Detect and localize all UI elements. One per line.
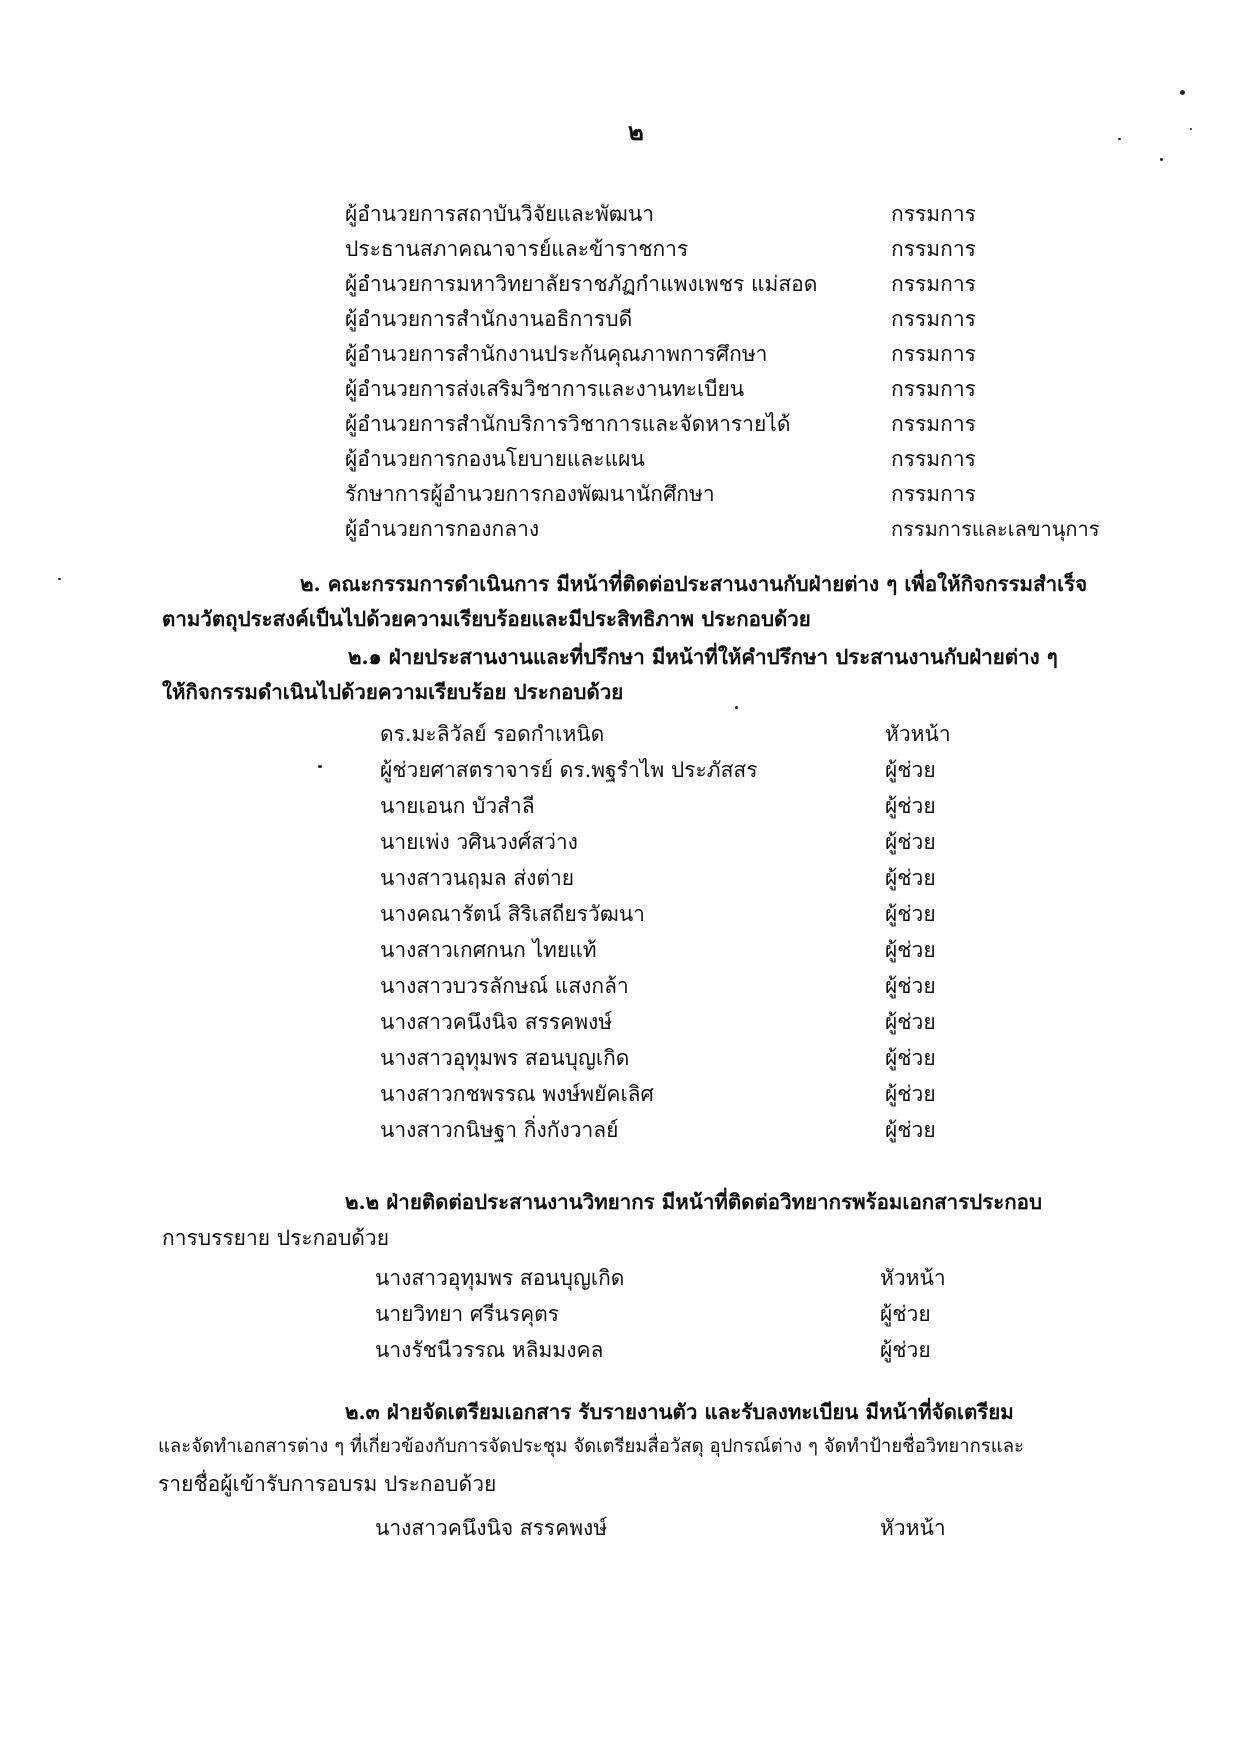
scan-speck [1180,90,1185,95]
committee-row [345,198,1085,228]
member-role: ผู้ช่วย [885,758,936,782]
committee-row [345,478,1085,508]
member-role: หัวหน้า [880,1516,946,1540]
scan-speck [1160,158,1163,161]
page-number: ๒ [628,117,644,146]
committee-row [345,233,1085,263]
member-row [380,1006,980,1036]
member-role: ผู้ช่วย [885,1010,936,1034]
member-row [380,1042,980,1072]
member-role: ผู้ช่วย [885,830,936,854]
member-name: นางสาวอุทุมพร สอนบุญเกิด [380,1046,630,1070]
member-name: ผู้ช่วยศาสตราจารย์ ดร.พฐรำไพ ประภัสสร [380,758,758,782]
member-role: หัวหน้า [880,1266,946,1290]
member-name: นางสาวคนึงนิจ สรรคพงษ์ [375,1516,608,1540]
committee-row [345,373,1085,403]
committee-name: ผู้อำนวยการสำนักงานประกันคุณภาพการศึกษา [345,342,768,366]
committee-role: กรรมการ [891,482,976,506]
committee-name: ผู้อำนวยการสถาบันวิจัยและพัฒนา [345,202,655,226]
member-role: ผู้ช่วย [880,1338,931,1362]
scan-speck [318,765,322,768]
member-row [380,934,980,964]
member-role: ผู้ช่วย [880,1302,931,1326]
member-name: นางคณารัตน์ สิริเสถียรวัฒนา [380,902,645,926]
member-name: นางสาวนฤมล ส่งต่าย [380,866,575,890]
committee-role: กรรมการ [891,377,976,401]
committee-name: รักษาการผู้อำนวยการกองพัฒนานักศึกษา [345,482,715,506]
committee-role: กรรมการ [891,342,976,366]
scan-speck [1190,128,1192,130]
member-role: ผู้ช่วย [885,1046,936,1070]
member-row [380,1114,980,1144]
member-row [380,826,980,856]
scan-speck [735,706,738,709]
member-row [380,862,980,892]
committee-row [345,338,1085,368]
member-role: ผู้ช่วย [885,794,936,818]
member-role: ผู้ช่วย [885,938,936,962]
member-row [380,790,980,820]
section-2-1-heading-line1: ๒.๑ ฝ่ายประสานงานและที่ปรึกษา มีหน้าที่ให้คำปรึกษา ประสานงานกับฝ่ายต่าง ๆ [348,645,1058,669]
member-name: นางสาวกนิษฐา กิ่งกังวาลย์ [380,1118,619,1142]
member-name: นางสาวกชพรรณ พงษ์พยัคเลิศ [380,1082,654,1106]
member-name: นางสาวบวรลักษณ์ แสงกล้า [380,974,629,998]
committee-role: กรรมการ [891,412,976,436]
committee-role: กรรมการ [891,447,976,471]
member-role: ผู้ช่วย [885,974,936,998]
member-name: นายเพ่ง วศินวงศ์สว่าง [380,830,578,854]
committee-role: กรรมการ [891,202,976,226]
committee-name: ผู้อำนวยการสำนักงานอธิการบดี [345,307,633,331]
member-role: ผู้ช่วย [885,1118,936,1142]
member-row [375,1298,975,1328]
committee-row [345,268,1085,298]
scan-speck [58,578,61,580]
member-row [375,1334,975,1364]
committee-name: ผู้อำนวยการมหาวิทยาลัยราชภัฏกำแพงเพชร แม่สอด [345,272,818,296]
section-2-heading-line1: ๒. คณะกรรมการดำเนินการ มีหน้าที่ติดต่อประสานงานกับฝ่ายต่าง ๆ เพื่อให้กิจกรรมสำเร็จ [300,572,1088,596]
member-row [380,1078,980,1108]
committee-row [345,408,1085,438]
section-2-heading-line2: ตามวัตถุประสงค์เป็นไปด้วยความเรียบร้อยและมีประสิทธิภาพ ประกอบด้วย [162,607,811,631]
section-2-1-heading-line2: ให้กิจกรรมดำเนินไปด้วยความเรียบร้อย ประกอบด้วย [162,680,624,704]
committee-name: ผู้อำนวยการกองกลาง [345,517,540,541]
member-name: นายวิทยา ศรีนรคุตร [375,1302,560,1326]
committee-row [345,303,1085,333]
member-name: นางสาวอุทุมพร สอนบุญเกิด [375,1266,625,1290]
committee-role: กรรมการ [891,307,976,331]
member-role: ผู้ช่วย [885,902,936,926]
member-role: หัวหน้า [885,722,951,746]
committee-role: กรรมการ [891,237,976,261]
section-2-2-heading-line1: ๒.๒ ฝ่ายติดต่อประสานงานวิทยากร มีหน้าที่ติดต่อวิทยากรพร้อมเอกสารประกอบ [345,1190,1042,1214]
member-name: นางสาวคนึงนิจ สรรคพงษ์ [380,1010,613,1034]
member-row [380,970,980,1000]
committee-row [345,513,1100,543]
section-2-3-heading-line1: ๒.๓ ฝ่ายจัดเตรียมเอกสาร รับรายงานตัว และรับลงทะเบียน มีหน้าที่จัดเตรียม [345,1400,1014,1424]
section-2-2-heading-line2: การบรรยาย ประกอบด้วย [162,1226,390,1250]
member-row [375,1262,975,1292]
member-row [380,718,980,748]
committee-name: ผู้อำนวยการกองนโยบายและแผน [345,447,645,471]
committee-role: กรรมการและเลขานุการ [891,517,1100,541]
section-2-3-heading-line3: รายชื่อผู้เข้ารับการอบรม ประกอบด้วย [158,1472,497,1496]
committee-name: ประธานสภาคณาจารย์และข้าราชการ [345,237,689,261]
member-row [375,1512,975,1542]
committee-row [345,443,1085,473]
committee-name: ผู้อำนวยการสำนักบริการวิชาการและจัดหารายได้ [345,412,791,436]
scan-speck [1118,138,1121,140]
member-name: ดร.มะลิวัลย์ รอดกำเหนิด [380,722,605,746]
member-role: ผู้ช่วย [885,1082,936,1106]
member-row [380,754,980,784]
committee-name: ผู้อำนวยการส่งเสริมวิชาการและงานทะเบียน [345,377,745,401]
member-name: นางสาวเกศกนก ไทยแท้ [380,938,597,962]
section-2-3-heading-line2: และจัดทำเอกสารต่าง ๆ ที่เกี่ยวข้องกับการจัดประชุม จัดเตรียมสื่อวัสดุ อุปกรณ์ต่าง ๆ จัดทำป้ายชื่อวิทยากรและ [158,1436,1024,1457]
member-name: นางรัชนีวรรณ หลิมมงคล [375,1338,604,1362]
committee-role: กรรมการ [891,272,976,296]
member-role: ผู้ช่วย [885,866,936,890]
member-row [380,898,980,928]
member-name: นายเอนก บัวสำลี [380,794,535,818]
